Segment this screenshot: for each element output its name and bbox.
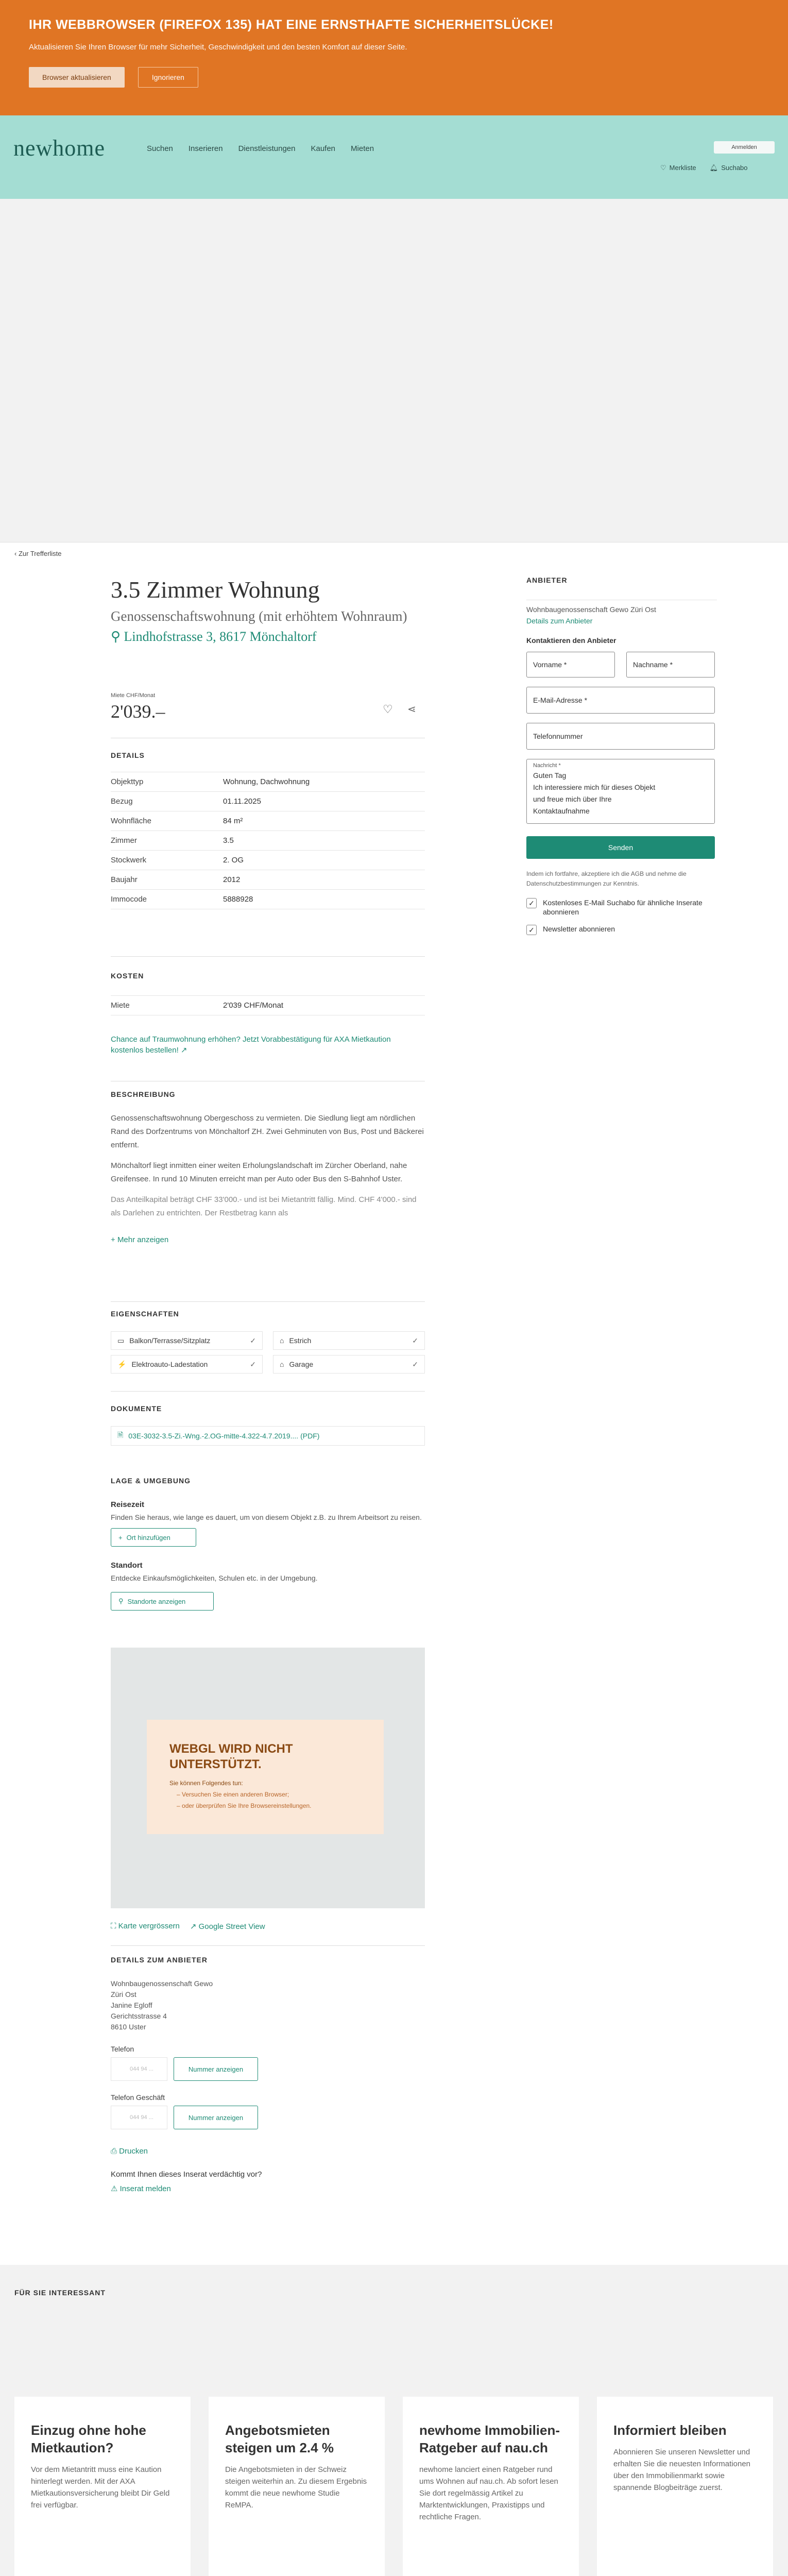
reisezeit-title: Reisezeit: [111, 1500, 145, 1509]
feature-label: Estrich: [289, 1336, 312, 1345]
row-key: Miete: [111, 1001, 130, 1010]
row-key: Wohnfläche: [111, 817, 151, 825]
price-value: 2'039.–: [111, 701, 165, 722]
back-label: Zur Trefferliste: [18, 550, 62, 557]
show-number-button[interactable]: Nummer anzeigen: [174, 2106, 258, 2129]
message-label: Nachricht *: [533, 762, 561, 769]
details-heading: DETAILS: [111, 751, 145, 759]
update-browser-button[interactable]: Browser aktualisieren: [29, 67, 125, 88]
listing-main: [0, 565, 788, 2265]
warning-icon: ⚠: [111, 2184, 120, 2193]
telefon-label: Telefon: [111, 2045, 134, 2053]
show-more-label: Mehr anzeigen: [117, 1235, 169, 1244]
nav-suchen[interactable]: Suchen: [147, 144, 173, 153]
check-icon: ✓: [412, 1336, 418, 1345]
back-bar: [0, 542, 788, 565]
interest-section: [0, 2265, 788, 2576]
phone-field: 044 94 ...: [111, 2057, 167, 2081]
row-key: Bezug: [111, 797, 133, 806]
table-row: [111, 831, 425, 851]
beschreibung-heading: BESCHREIBUNG: [111, 1090, 176, 1098]
document-name: 03E-3032-3.5-Zi.-Wng.-2.OG-mitte-4.322-4.7.2019.... (PDF): [128, 1432, 320, 1440]
external-link-icon: ↗: [190, 1922, 199, 1931]
email-field[interactable]: E-Mail-Adresse *: [526, 687, 715, 714]
address-line: Züri Ost: [111, 1990, 136, 1998]
feature-label: Garage: [289, 1360, 314, 1368]
feature-item: [111, 1355, 263, 1374]
main-nav: [147, 144, 374, 153]
webgl-suggestion: – oder überprüfen Sie Ihre Browsereinstellungen.: [177, 1802, 312, 1809]
balcony-icon: ▭: [117, 1336, 125, 1345]
show-locations-button[interactable]: [111, 1592, 214, 1611]
suchabo-checkbox[interactable]: [526, 898, 717, 917]
street-view-label: Google Street View: [198, 1922, 265, 1931]
printer-icon: ⎙: [111, 2147, 119, 2156]
ignore-button[interactable]: Ignorieren: [138, 67, 198, 88]
map-pin-icon: ⚲: [111, 629, 124, 644]
row-value: 2'039 CHF/Monat: [223, 1001, 284, 1010]
site-header: [0, 115, 788, 199]
card-text: Die Angebotsmieten in der Schweiz steigen weiterhin an. Zu diesem Ergebnis kommt die neue newhome Studie ReMPA.: [225, 2465, 367, 2510]
webgl-title: WEBGL WIRD NICHT UNTERSTÜTZT.: [169, 1742, 293, 1771]
table-row: [111, 792, 425, 811]
row-key: Zimmer: [111, 836, 137, 845]
standort-title: Standort: [111, 1561, 143, 1570]
feature-label: Elektroauto-Ladestation: [131, 1360, 208, 1368]
suchabo-label: Suchabo: [721, 164, 748, 172]
feature-item: [111, 1331, 263, 1350]
show-more-link[interactable]: [111, 1235, 425, 1244]
telefon-geschaeft-label: Telefon Geschäft: [111, 2093, 165, 2102]
row-key: Objekttyp: [111, 777, 144, 786]
row-value: 5888928: [223, 895, 253, 904]
interest-heading: FÜR SIE INTERESSANT: [14, 2289, 106, 2297]
send-button[interactable]: Senden: [526, 836, 715, 859]
row-key: Immocode: [111, 895, 147, 904]
row-value: 2012: [223, 875, 241, 884]
webgl-error-box: [147, 1720, 384, 1834]
row-value: 84 m²: [223, 817, 243, 825]
first-name-field[interactable]: Vorname *: [526, 652, 615, 677]
suchabo-link[interactable]: [710, 164, 748, 172]
webgl-suggestion-text: Versuchen Sie einen anderen Browser;: [182, 1791, 289, 1798]
merkliste-link[interactable]: [660, 164, 696, 172]
card-text: newhome lanciert einen Ratgeber rund ums Wohnen auf nau.ch. Ab sofort lesen Sie dort regelmässig Artikel zu Marktentwicklungen, Praxistipps und rechtliche Fragen.: [419, 2465, 558, 2521]
banner-title: IHR WEBBROWSER (FIREFOX 135) HAT EINE ERNSTHAFTE SICHERHEITSLÜCKE!: [29, 18, 554, 32]
article-card[interactable]: [209, 2397, 385, 2576]
enlarge-map-link[interactable]: [111, 1922, 180, 1931]
address-line: Wohnbaugenossenschaft Gewo: [111, 1979, 213, 1988]
table-row: [111, 811, 425, 831]
address-text: Lindhofstrasse 3, 8617 Mönchaltorf: [124, 629, 317, 644]
lage-heading: LAGE & UMGEBUNG: [111, 1477, 191, 1485]
row-value: 01.11.2025: [223, 797, 261, 806]
webgl-sub: Sie können Folgendes tun:: [169, 1780, 243, 1787]
enlarge-map-label: Karte vergrössern: [118, 1922, 180, 1930]
map-container[interactable]: [111, 1648, 425, 1908]
banner-text: Aktualisieren Sie Ihren Browser für mehr Sicherheit, Geschwindigkeit und den besten Komfort auf dieser Seite.: [29, 43, 407, 52]
expand-icon: ⛶: [111, 1922, 118, 1930]
phone-field: 044 94 ...: [111, 2106, 167, 2129]
plus-icon: +: [111, 1235, 117, 1244]
description-paragraph: Mönchaltorf liegt inmitten einer weiten Erholungslandschaft im Zürcher Oberland, nahe Greifensee. In rund 10 Minuten erreicht man per Auto oder Bus den S-Bahnhof Uster.: [111, 1161, 407, 1183]
card-title: Angebotsmieten steigen um 2.4 %: [225, 2422, 334, 2455]
external-link-icon: ↗: [180, 1046, 187, 1055]
webgl-suggestion: – Versuchen Sie einen anderen Browser;: [177, 1791, 289, 1798]
street-view-link[interactable]: [190, 1922, 265, 1931]
merkliste-label: Merkliste: [669, 164, 696, 172]
promo-text: Chance auf Traumwohnung erhöhen? Jetzt Vorabbestätigung für AXA Mietkaution kostenlos bestellen!: [111, 1035, 391, 1055]
checkbox-checked-icon: ✓: [526, 925, 537, 935]
row-value: Wohnung, Dachwohnung: [223, 777, 310, 786]
last-name-field[interactable]: Nachname *: [626, 652, 715, 677]
browser-warning-banner: [0, 0, 788, 115]
checkbox-checked-icon: ✓: [526, 898, 537, 908]
anbieter-heading: ANBIETER: [526, 576, 568, 584]
details-table: [111, 772, 425, 909]
price-label: Miete CHF/Monat: [111, 692, 156, 699]
standort-text: Entdecke Einkaufsmöglichkeiten, Schulen etc. in der Umgebung.: [111, 1574, 318, 1582]
eigenschaften-heading: EIGENSCHAFTEN: [111, 1310, 179, 1318]
legal-text: Indem ich fortfahre, akzeptiere ich die AGB und nehme die Datenschutzbestimmungen zur Kenntnis.: [526, 870, 687, 887]
axa-promo-link[interactable]: [111, 1034, 420, 1056]
nav-inserieren[interactable]: Inserieren: [188, 144, 223, 153]
feature-item: [273, 1355, 425, 1374]
report-question: Kommt Ihnen dieses Inserat verdächtig vor?: [111, 2170, 262, 2179]
add-location-button[interactable]: [111, 1528, 196, 1547]
add-location-label: Ort hinzufügen: [126, 1533, 170, 1541]
check-icon: ✓: [250, 1360, 256, 1368]
attic-icon: ⌂: [280, 1336, 284, 1345]
card-title: Informiert bleiben: [613, 2422, 727, 2438]
card-text: Abonnieren Sie unseren Newsletter und erhalten Sie die neuesten Informationen über den Immobilienmarkt sowie spannende Blogbeiträge zuerst.: [613, 2448, 751, 2492]
show-number-button[interactable]: Nummer anzeigen: [174, 2057, 258, 2081]
description-paragraph-faded: Das Anteilkapital beträgt CHF 33'000.- und ist bei Mietantritt fällig. Mind. CHF 4'000.- sind als Darlehen zu entrichten. Der Restbetrag kann als: [111, 1195, 417, 1217]
newsletter-checkbox[interactable]: [526, 925, 717, 935]
back-to-results-link[interactable]: [14, 550, 62, 557]
nav-kaufen[interactable]: Kaufen: [311, 144, 336, 153]
check-icon: ✓: [250, 1336, 256, 1345]
address-line: Gerichtsstrasse 4: [111, 2012, 167, 2020]
show-locations-label: Standorte anzeigen: [127, 1597, 186, 1605]
ev-charger-icon: ⚡: [117, 1360, 127, 1368]
favorite-heart-icon[interactable]: ♡: [383, 703, 393, 716]
table-row: [111, 772, 425, 792]
newsletter-checkbox-label: Newsletter abonnieren: [543, 925, 615, 933]
reisezeit-text: Finden Sie heraus, wie lange es dauert, um von diesem Objekt z.B. zu Ihrem Arbeitsort zu reisen.: [111, 1513, 422, 1521]
row-value: 3.5: [223, 836, 234, 845]
message-text: Guten Tag Ich interessiere mich für dieses Objekt und freue mich über Ihre Kontaktaufnahme: [533, 771, 656, 815]
dokumente-heading: DOKUMENTE: [111, 1404, 162, 1413]
location-pin-icon: ⚲: [118, 1597, 124, 1605]
table-row: [111, 870, 425, 890]
nav-mieten[interactable]: Mieten: [351, 144, 374, 153]
webgl-suggestion-text: oder überprüfen Sie Ihre Browsereinstellungen.: [182, 1802, 312, 1809]
address-link[interactable]: [111, 629, 425, 645]
provider-name: Wohnbaugenossenschaft Gewo Züri Ost: [526, 605, 656, 614]
garage-icon: ⌂: [280, 1360, 284, 1368]
row-value: 2. OG: [223, 856, 244, 865]
plus-icon: +: [118, 1533, 123, 1541]
check-icon: ✓: [412, 1360, 418, 1368]
suchabo-checkbox-label: Kostenloses E-Mail Suchabo für ähnliche Inserate abonnieren: [543, 899, 703, 916]
row-key: Baujahr: [111, 875, 138, 884]
anbieter-details-heading: DETAILS ZUM ANBIETER: [111, 1956, 208, 1964]
listing-subtitle: Genossenschaftswohnung (mit erhöhtem Wohnraum): [111, 608, 407, 624]
description-paragraph: Genossenschaftswohnung Obergeschoss zu vermieten. Die Siedlung liegt am nördlichen Rand des Dorfzentrums von Mönchaltorf ZH. Zwei Gehminuten von Bus, Post und Bäckerei entfernt.: [111, 1114, 424, 1149]
print-label: Drucken: [119, 2147, 148, 2156]
address-line: 8610 Uster: [111, 2023, 146, 2031]
contact-heading: Kontaktieren den Anbieter: [526, 636, 616, 645]
feature-item: [273, 1331, 425, 1350]
newhome-logo[interactable]: newhome: [13, 135, 106, 161]
print-link[interactable]: [111, 2147, 425, 2156]
row-key: Stockwerk: [111, 856, 147, 865]
provider-details-link[interactable]: Details zum Anbieter: [526, 617, 593, 625]
kosten-heading: KOSTEN: [111, 972, 144, 980]
article-card[interactable]: [403, 2397, 579, 2576]
pdf-document-link[interactable]: [111, 1426, 425, 1446]
contact-sidebar: [526, 565, 717, 935]
share-icon[interactable]: ⋖: [407, 704, 416, 715]
card-text: Vor dem Mietantritt muss eine Kaution hinterlegt werden. Mit der AXA Mietkautionsversicherung bleibt Dir Geld frei verfügbar.: [31, 2465, 170, 2510]
chevron-left-icon: ‹: [14, 550, 19, 557]
bell-icon: 🔔︎: [709, 164, 718, 172]
document-icon: 🗎︎: [117, 1431, 124, 1439]
feature-label: Balkon/Terrasse/Sitzplatz: [129, 1336, 211, 1345]
provider-address: [111, 1978, 425, 2032]
listing-title: 3.5 Zimmer Wohnung: [111, 577, 320, 603]
login-button[interactable]: Anmelden: [714, 141, 775, 154]
table-row: [111, 890, 425, 909]
report-listing-link[interactable]: [111, 2184, 425, 2193]
phone-number-field[interactable]: Telefonnummer: [526, 723, 715, 750]
heart-icon: ♡: [660, 164, 666, 172]
card-title: Einzug ohne hohe Mietkaution?: [31, 2422, 146, 2455]
message-field[interactable]: [526, 759, 715, 824]
article-card[interactable]: [597, 2397, 773, 2576]
nav-dienstleistungen[interactable]: Dienstleistungen: [238, 144, 296, 153]
table-row: [111, 851, 425, 870]
address-line: Janine Egloff: [111, 2001, 152, 2009]
report-label: Inserat melden: [119, 2184, 171, 2193]
card-title: newhome Immobilien-Ratgeber auf nau.ch: [419, 2422, 560, 2455]
article-card[interactable]: [14, 2397, 191, 2576]
table-row: [111, 996, 425, 1015]
